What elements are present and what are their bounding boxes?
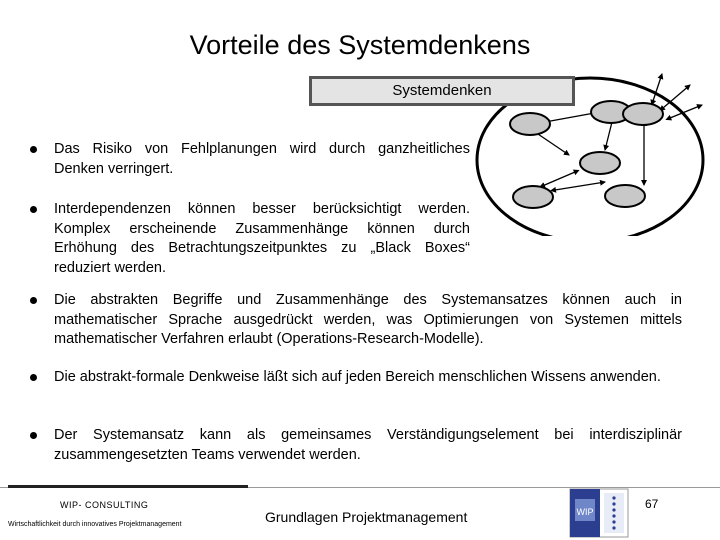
arrow-line [540, 172, 575, 187]
bullet-text: Die abstrakt-formale Denkweise läßt sich auf jeden Bereich menschlichen Wissens anwenden. [54, 369, 661, 385]
bullet-item [30, 140, 470, 179]
bullet-item [30, 426, 682, 465]
footer-org: WIP- CONSULTING [60, 500, 149, 510]
logo-text: WIP [576, 507, 594, 517]
system-node [623, 103, 663, 125]
bullet-dot [30, 146, 37, 153]
arrow-line [555, 182, 605, 190]
system-node [513, 186, 553, 208]
wip-logo [566, 487, 636, 539]
arrow-line [663, 85, 690, 108]
system-node [580, 152, 620, 174]
bullet-item [30, 200, 470, 278]
bullet-dot [30, 297, 37, 304]
bullet-dot [30, 374, 37, 381]
bullet-text: Interdependenzen können besser berücksichtigt werden. Komplex erscheinende Zusammenhänge können durch Erhöhung des Betrachtungszeitpunktes zu „Black Boxes“ reduziert werden. [54, 201, 470, 276]
bullet-item [30, 368, 682, 388]
footer-tagline: Wirtschaftlichkeit durch innovatives Projektmanagement [8, 521, 182, 528]
system-node [605, 185, 645, 207]
system-node [510, 113, 550, 135]
footer-accent-bar [8, 485, 248, 488]
systemdenken-box: Systemdenken [309, 76, 575, 106]
bullet-text: Der Systemansatz kann als gemeinsames Verständigungselement bei interdisziplinär zusammengesetzten Teams verwendet werden. [54, 427, 682, 463]
bullet-text: Das Risiko von Fehlplanungen wird durch ganzheitliches Denken verringert. [54, 141, 470, 177]
page-number: 67 [645, 497, 659, 511]
bullet-dot [30, 206, 37, 213]
slide-title: Vorteile des Systemdenkens [189, 30, 531, 60]
bullet-dot [30, 432, 37, 439]
bullet-item [30, 291, 682, 350]
footer-course-title: Grundlagen Projektmanagement [265, 509, 468, 525]
bullet-text: Die abstrakten Begriffe und Zusammenhänge des Systemansatzes können auch in mathematischer Sprache ausgedrückt werden, was Optimierungen von Systemen mittels mathematischer Verfahren erlaubt (Operations-Research-Modelle). [54, 292, 682, 347]
arrow-line [605, 122, 612, 150]
